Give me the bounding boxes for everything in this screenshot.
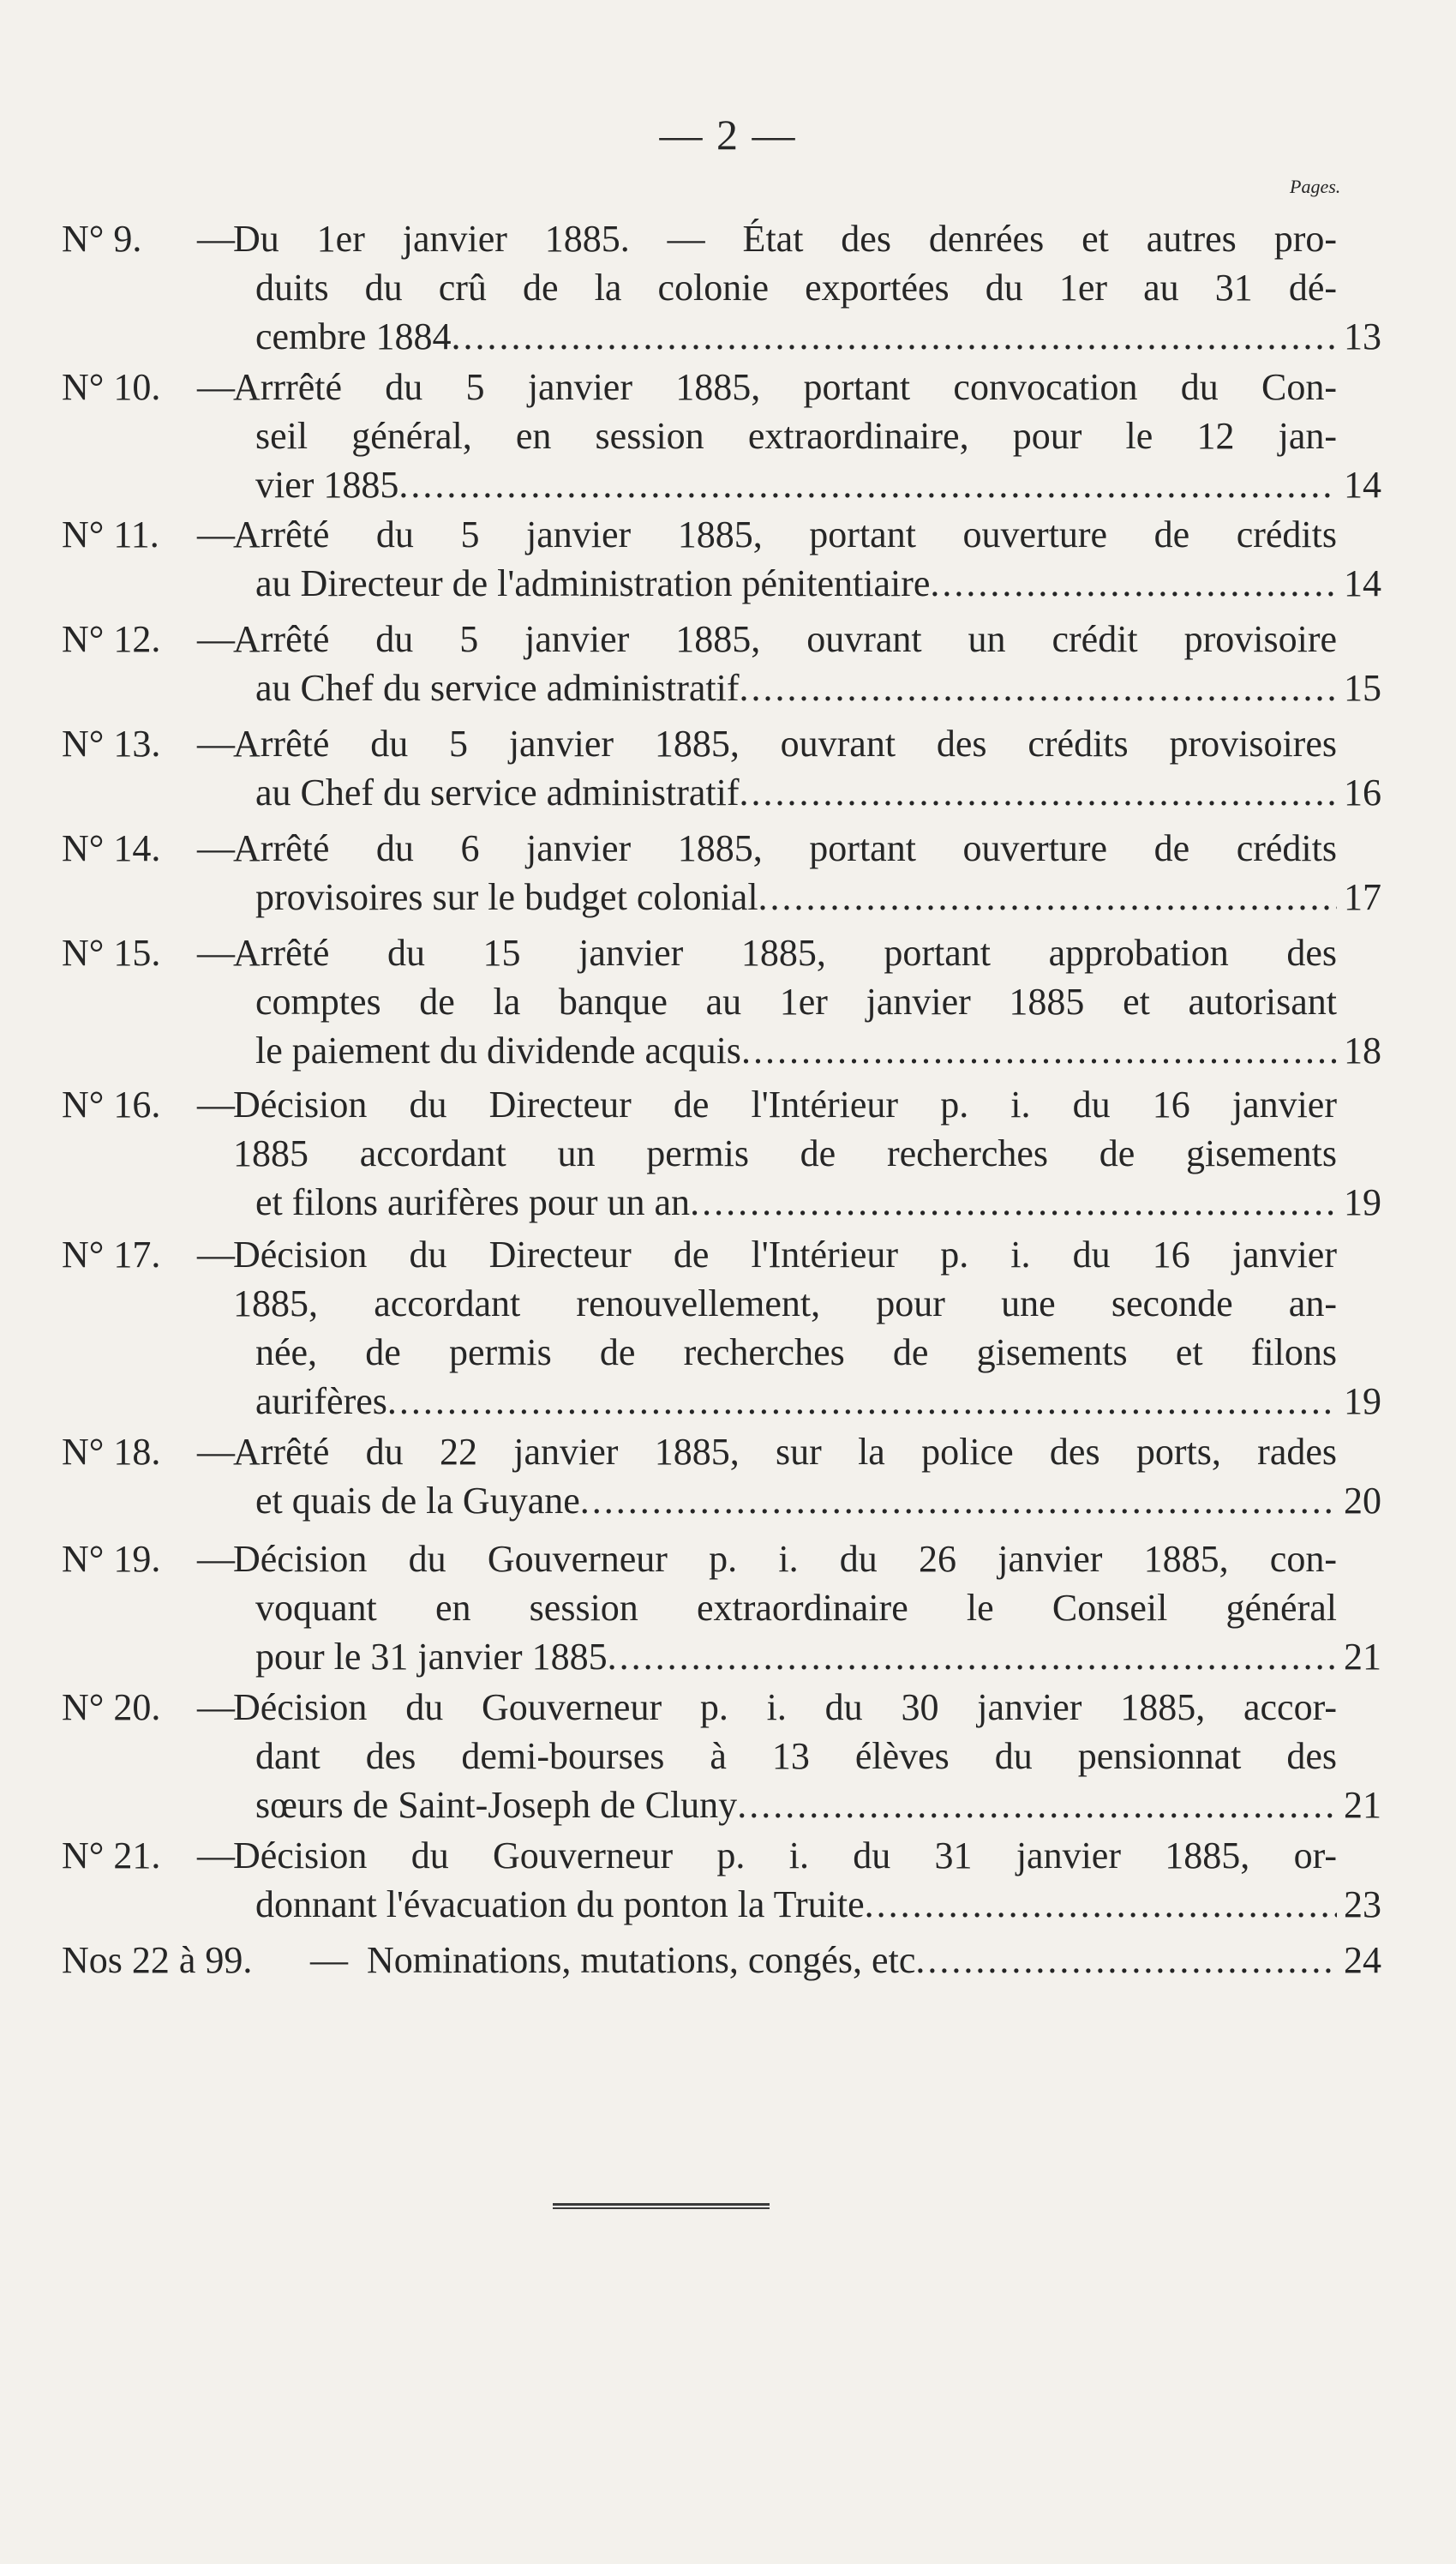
entry-page: 13	[1344, 315, 1381, 357]
dot-leader	[387, 1377, 1337, 1426]
entry-text	[233, 928, 1337, 1075]
entry-dash: —	[197, 618, 235, 660]
entry-line	[255, 559, 1337, 608]
entry-page: 21	[1344, 1784, 1381, 1826]
entry-page: 19	[1344, 1380, 1381, 1422]
page-number: — 2 —	[659, 111, 797, 159]
entry-page: 23	[1344, 1883, 1381, 1925]
entry-line	[255, 312, 1337, 361]
dot-leader	[580, 1476, 1337, 1525]
closing-rule	[553, 2203, 770, 2209]
dot-leader	[451, 312, 1337, 361]
dot-leader	[737, 1780, 1337, 1829]
entry-line-text: au Chef du service administratif	[255, 772, 740, 814]
entry-line-text: Nominations, mutations, congés, etc	[367, 1939, 916, 1981]
entry-line-text: et filons aurifères pour un an	[255, 1181, 691, 1223]
entry-number: N° 10.	[62, 366, 161, 408]
entry-page: 16	[1344, 772, 1381, 814]
entry-line	[255, 1880, 1337, 1929]
entry-line: Décision du Directeur de l'Intérieur p. i. du 16 janvier	[233, 1234, 1337, 1276]
entry-line-text: provisoires sur le budget colonial	[255, 876, 758, 918]
entry-number: N° 9.	[62, 218, 142, 260]
entry-text	[233, 1683, 1337, 1829]
entry-dash: —	[197, 1686, 235, 1728]
entry-page: 19	[1344, 1181, 1381, 1223]
entry-line	[255, 1026, 1337, 1075]
entry-line: seil général, en session extraordinaire, pour le 12 jan-	[255, 415, 1337, 457]
entry-dash: —	[197, 218, 235, 260]
entry-text	[233, 1427, 1337, 1525]
entry-line	[255, 1476, 1337, 1525]
entry-number: N° 15.	[62, 932, 161, 974]
entry-text	[233, 719, 1337, 817]
dot-leader	[608, 1632, 1337, 1681]
entry-line: Arrrêté du 5 janvier 1885, portant convocation du Con-	[233, 366, 1337, 408]
entry-line: Arrêté du 6 janvier 1885, portant ouverture de crédits	[233, 827, 1337, 869]
entry-line-text: pour le 31 janvier 1885	[255, 1636, 608, 1678]
entry-text	[233, 1534, 1337, 1681]
entry-line-text: au Directeur de l'administration pénitentiaire	[255, 562, 931, 604]
dot-leader	[741, 1026, 1337, 1075]
entry-dash: —	[197, 1234, 235, 1276]
dot-leader	[739, 768, 1337, 817]
entry-number: N° 12.	[62, 618, 161, 660]
entry-line: voquant en session extraordinaire le Conseil général	[255, 1587, 1337, 1629]
entry-text	[233, 214, 1337, 361]
entry-dash: —	[197, 366, 235, 408]
entry-page: 14	[1344, 464, 1381, 506]
entry-dash: —	[197, 827, 235, 869]
entry-line: Arrêté du 15 janvier 1885, portant approbation des	[233, 932, 1337, 974]
entry-line-text: vier 1885	[255, 464, 399, 506]
entry-line: Décision du Gouverneur p. i. du 30 janvier 1885, accor-	[233, 1686, 1337, 1728]
entry-number: N° 20.	[62, 1686, 161, 1728]
entry-text	[233, 363, 1337, 509]
entry-line	[255, 1178, 1337, 1227]
entry-line	[255, 768, 1337, 817]
entry-number: N° 16.	[62, 1084, 161, 1126]
entry-line: Arrêté du 5 janvier 1885, ouvrant un crédit provisoire	[233, 618, 1337, 660]
entry-line	[255, 873, 1337, 922]
dot-leader	[915, 1936, 1337, 1985]
entry-line: née, de permis de recherches de gisements et filons	[255, 1331, 1337, 1373]
entry-number: N° 21.	[62, 1834, 161, 1876]
entry-dash: —	[197, 932, 235, 974]
entry-line: Décision du Directeur de l'Intérieur p. i. du 16 janvier	[233, 1084, 1337, 1126]
entry-number: N° 13.	[62, 723, 161, 765]
entry-page: 21	[1344, 1636, 1381, 1678]
entry-page: 14	[1344, 562, 1381, 604]
entry-text	[233, 1230, 1337, 1426]
entry-line: Arrêté du 5 janvier 1885, portant ouverture de crédits	[233, 513, 1337, 555]
entry-page: 20	[1344, 1480, 1381, 1522]
entry-dash: —	[197, 1431, 235, 1473]
entry-text	[233, 1080, 1337, 1227]
pages-column-header: Pages.	[1290, 176, 1341, 197]
entry-line: Arrêté du 22 janvier 1885, sur la police des ports, rades	[233, 1431, 1337, 1473]
entry-line	[255, 1780, 1337, 1829]
entry-text	[233, 615, 1337, 712]
dot-leader	[758, 873, 1337, 922]
dot-leader	[930, 559, 1337, 608]
entry-line-text: au Chef du service administratif	[255, 667, 740, 709]
entry-number: N° 14.	[62, 827, 161, 869]
entry-line-text: aurifères	[255, 1380, 387, 1422]
entry-line	[255, 1377, 1337, 1426]
entry-line: Décision du Gouverneur p. i. du 31 janvier 1885, or-	[233, 1834, 1337, 1876]
entry-line: Décision du Gouverneur p. i. du 26 janvier 1885, con-	[233, 1538, 1337, 1580]
entry-line: 1885 accordant un permis de recherches de gisements	[233, 1132, 1337, 1174]
entry-number: N° 11.	[62, 513, 159, 555]
entry-page: 17	[1344, 876, 1381, 918]
entry-number: N° 17.	[62, 1234, 161, 1276]
entry-dash: —	[197, 1084, 235, 1126]
entry-line: duits du crû de la colonie exportées du 1er au 31 dé-	[255, 267, 1337, 309]
entry-line-text: sœurs de Saint-Joseph de Cluny	[255, 1784, 738, 1826]
entry-line	[255, 1632, 1337, 1681]
entry-line	[367, 1936, 1337, 1985]
entry-line: comptes de la banque au 1er janvier 1885 et autorisant	[255, 981, 1337, 1023]
entry-dash: —	[197, 1834, 235, 1876]
entry-line-text: donnant l'évacuation du ponton la Truite	[255, 1883, 865, 1925]
dot-leader	[398, 460, 1337, 509]
entry-line-text: cembre 1884	[255, 315, 452, 357]
entry-page: 24	[1344, 1939, 1381, 1981]
entry-number: N° 18.	[62, 1431, 161, 1473]
entry-line-text: le paiement du dividende acquis	[255, 1030, 741, 1072]
entry-text	[233, 824, 1337, 922]
dot-leader	[739, 664, 1337, 712]
entry-line	[255, 460, 1337, 509]
entry-number: Nos 22 à 99.	[62, 1939, 253, 1981]
entry-text	[233, 510, 1337, 608]
entry-dash: —	[197, 723, 235, 765]
entry-line	[255, 664, 1337, 712]
entry-dash: —	[197, 1538, 235, 1580]
entry-dash: —	[197, 513, 235, 555]
dot-leader	[865, 1880, 1337, 1929]
entry-dash: —	[310, 1939, 348, 1981]
entry-text	[233, 1831, 1337, 1929]
entry-number: N° 19.	[62, 1538, 161, 1580]
entry-line: 1885, accordant renouvellement, pour une seconde an-	[233, 1282, 1337, 1324]
dot-leader	[690, 1178, 1337, 1227]
entry-page: 15	[1344, 667, 1381, 709]
entry-line: Arrêté du 5 janvier 1885, ouvrant des crédits provisoires	[233, 723, 1337, 765]
entry-line: Du 1er janvier 1885. — État des denrées et autres pro-	[233, 218, 1337, 260]
entry-text	[367, 1936, 1337, 1985]
entry-page: 18	[1344, 1030, 1381, 1072]
entry-line: dant des demi-bourses à 13 élèves du pensionnat des	[255, 1735, 1337, 1777]
entry-line-text: et quais de la Guyane	[255, 1480, 580, 1522]
